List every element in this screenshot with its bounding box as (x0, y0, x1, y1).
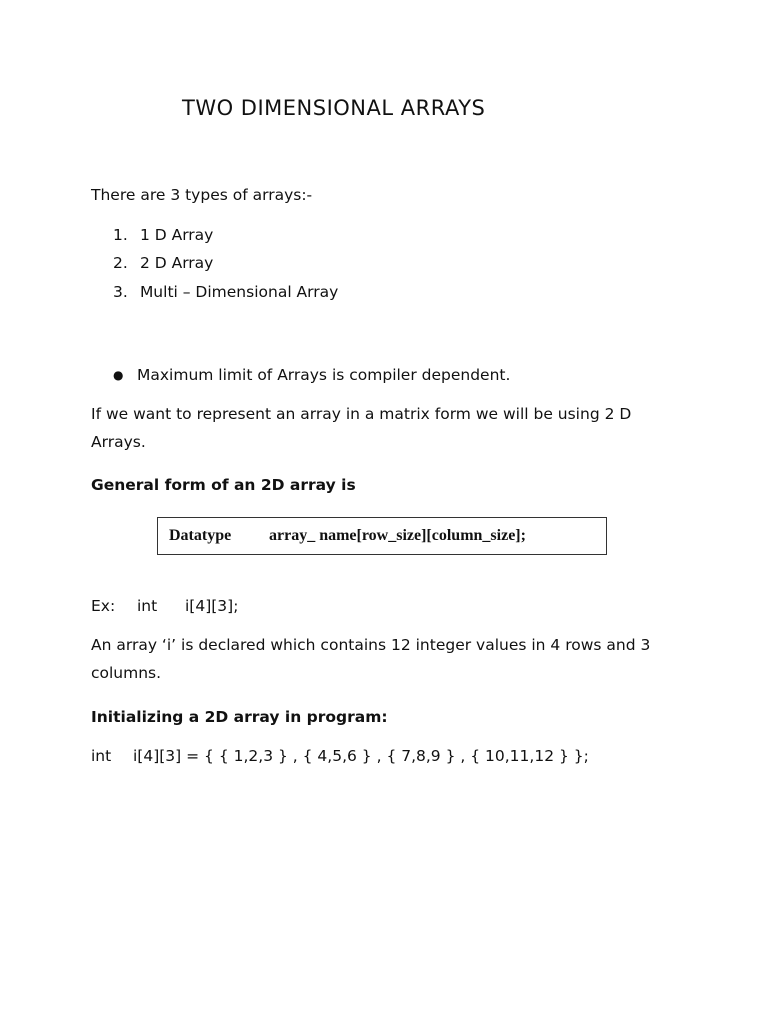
example-type: int (137, 597, 158, 615)
syntax-datatype: Datatype (169, 527, 232, 544)
example-label: Ex: (91, 597, 116, 615)
list-item (113, 249, 213, 277)
list-label: 2 D Array (139, 254, 214, 272)
init-code-line (91, 742, 589, 770)
list-number: 3. (113, 283, 128, 301)
syntax-declaration: array_ name[row_size][column_size]; (269, 527, 526, 544)
init-keyword: int (91, 747, 112, 765)
list-number: 2. (113, 254, 128, 272)
list-label: 1 D Array (139, 226, 214, 244)
example-line (91, 592, 238, 620)
list-item (113, 221, 213, 249)
intro-text: There are 3 types of arrays:- (91, 186, 313, 204)
example-explanation: An array ‘i’ is declared which contains 12 integer values in 4 rows and 3 columns. (91, 636, 651, 682)
general-form-heading: General form of an 2D array is (91, 476, 356, 494)
syntax-box (157, 517, 607, 555)
matrix-paragraph: If we want to represent an array in a matrix form we will be using 2 D Arrays. (91, 405, 632, 451)
list-number: 1. (113, 226, 128, 244)
init-code: i[4][3] = { { 1,2,3 } , { 4,5,6 } , { 7,8,9 } , { 10,11,12 } }; (133, 747, 589, 765)
example-code: i[4][3]; (185, 597, 239, 615)
init-heading: Initializing a 2D array in program: (91, 708, 388, 726)
bullet-text: Maximum limit of Arrays is compiler dependent. (137, 366, 511, 384)
list-label: Multi – Dimensional Array (139, 283, 339, 301)
list-item (113, 278, 338, 306)
page-title: TWO DIMENSIONAL ARRAYS (182, 96, 486, 120)
bullet-icon: ● (113, 368, 124, 382)
bullet-item (113, 361, 510, 389)
